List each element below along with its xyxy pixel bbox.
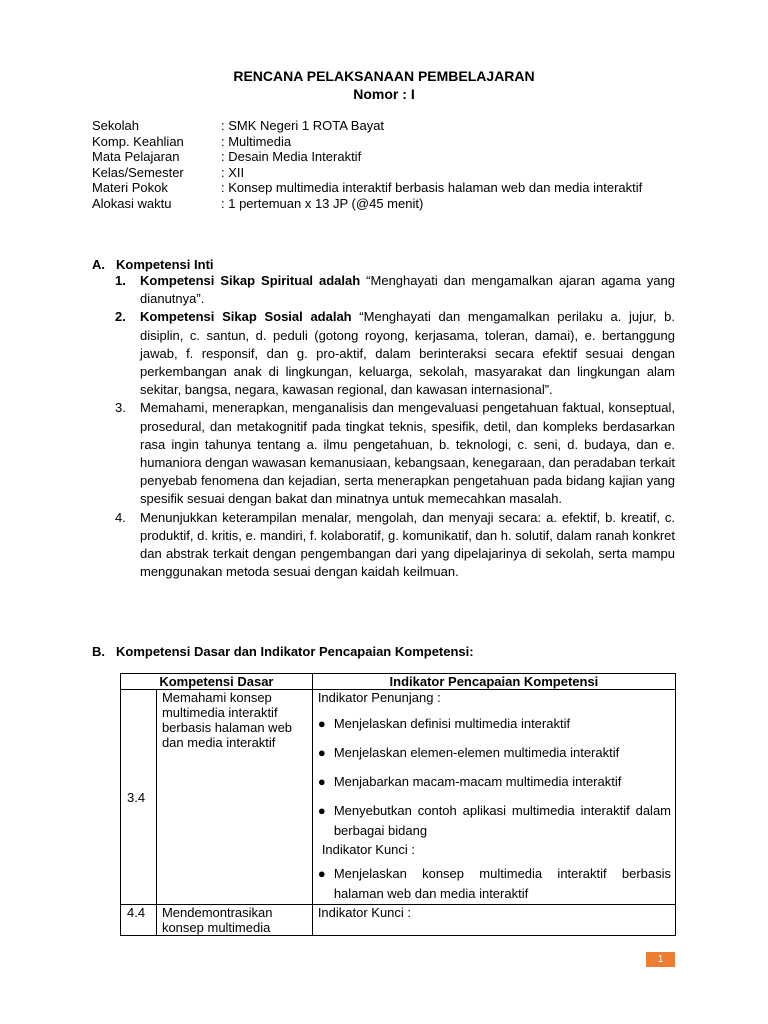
indicator-supporting-label: Indikator Penunjang : <box>317 690 441 705</box>
document-number: Nomor : I <box>353 86 415 102</box>
list-item <box>318 772 675 792</box>
info-row <box>92 149 669 165</box>
list-item <box>318 864 675 904</box>
section-title: Kompetensi Inti <box>116 257 214 272</box>
info-value: : SMK Negeri 1 ROTA Bayat <box>221 118 385 133</box>
table-header-row <box>121 674 676 690</box>
indicator-text: Menjelaskan konsep multimedia interaktif berbasis halaman web dan media interaktif <box>333 866 671 901</box>
bullet-icon: ● <box>317 803 326 818</box>
item-number: 4. <box>115 509 126 525</box>
bullet-icon: ● <box>317 716 326 731</box>
info-label: Sekolah <box>92 118 139 133</box>
info-value: : XII <box>221 164 245 180</box>
info-value: : Konsep multimedia interaktif berbasis halaman web dan media interaktif <box>221 180 643 195</box>
indicator-text: Menjelaskan elemen-elemen multimedia interaktif <box>333 745 620 760</box>
indicator-text: Menjabarkan macam-macam multimedia interaktif <box>333 774 622 789</box>
info-label: Materi Pokok <box>92 180 168 195</box>
document-title: RENCANA PELAKSANAAN PEMBELAJARAN <box>233 68 535 84</box>
info-row <box>92 165 669 181</box>
bullet-icon: ● <box>317 866 326 881</box>
info-label: Komp. Keahlian <box>92 133 184 149</box>
info-label: Mata Pelajaran <box>92 149 180 164</box>
bullet-icon: ● <box>317 745 326 760</box>
info-value: : 1 pertemuan x 13 JP (@45 menit) <box>221 195 424 211</box>
bullet-icon: ● <box>317 774 326 789</box>
table-row <box>121 690 676 905</box>
table-header: Indikator Pencapaian Kompetensi <box>312 674 675 690</box>
item-text: “Menghayati dan mengamalkan ajaran agama yang dianutnya”. <box>140 273 675 307</box>
info-value: : Multimedia <box>221 133 292 149</box>
table-row <box>121 905 676 936</box>
item-number: 1. <box>115 273 126 288</box>
info-value: : Desain Media Interaktif <box>221 149 362 164</box>
list-item <box>115 399 675 508</box>
indicator-text: Menyebutkan contoh aplikasi multimedia interaktif dalam berbagai bidang <box>333 803 671 838</box>
item-text: Menunjukkan keterampilan menalar, mengolah, dan menyaji secara: a. efektif, b. kreatif, c. produktif, d. kritis, e. mandiri, f. kolaboratif, g. komunikatif, dan h. solutif, dalam ranah konkret dan abstrak terkait dengan pengembangan dari yang dipelajarinya di sekolah, serta mampu menggunakan metoda sesuai dengan kaidah keilmuan. <box>140 509 675 580</box>
table-header: Kompetensi Dasar <box>121 674 313 690</box>
item-number: 3. <box>115 400 126 416</box>
list-item <box>318 743 675 763</box>
kd-number: 3.4 <box>121 690 157 905</box>
item-text: “Menghayati dan mengamalkan perilaku a. jujur, b. disiplin, c. santun, d. peduli (gotong royong, kerjasama, toleran, damai), e. bertanggung jawab, f. responsif, dan g. pro-aktif, dalam berinteraksi secara efektif sesuai dengan perkembangan anak di lingkungan, keluarga, sekolah, masyarakat dan lingkungan alam sekitar, bangsa, negara, kawasan regional, dan kawasan internasional”. <box>140 309 675 398</box>
section-letter: B. <box>92 644 105 659</box>
list-item <box>115 308 675 399</box>
info-row <box>92 196 669 212</box>
list-item <box>318 801 675 841</box>
item-bold-text: Kompetensi Sikap Spiritual adalah <box>140 273 361 288</box>
item-number: 2. <box>115 309 126 325</box>
kd-description: Mendemontrasikan konsep multimedia <box>156 905 312 936</box>
kompetensi-inti-list <box>115 272 675 581</box>
info-block <box>92 118 669 211</box>
list-item <box>115 272 675 308</box>
competency-table <box>120 673 676 936</box>
kd-description: Memahami konsep multimedia interaktif berbasis halaman web dan media interaktif <box>156 690 312 905</box>
indicator-cell <box>312 690 675 905</box>
kd-number: 4.4 <box>121 905 157 936</box>
list-item <box>115 509 675 582</box>
item-text: Memahami, menerapkan, menganalisis dan mengevaluasi pengetahuan faktual, konseptual, prosedural, dan metakognitif pada tingkat teknis, spesifik, detil, dan kompleks berdasarkan rasa ingin tahunya tentang a. ilmu pengetahuan, b. teknologi, c. seni, d. budaya, dan e. humaniora dengan wawasan kemanusiaan, kebangsaan, kenegaraan, dan peradaban terkait penyebab fenomena dan kejadian, serta menerapkan pengetahuan pada bidang kajian yang spesifik sesuai dengan bakat dan minatnya untuk memecahkan masalah. <box>140 400 675 507</box>
info-row <box>92 118 669 134</box>
info-row <box>92 180 669 196</box>
info-label: Kelas/Semester <box>92 164 184 180</box>
item-bold-text: Kompetensi Sikap Sosial adalah <box>140 309 352 325</box>
indicator-key-label: Indikator Kunci : <box>312 905 675 936</box>
info-label: Alokasi waktu <box>92 195 172 211</box>
indicator-key-label: Indikator Kunci : <box>321 842 416 857</box>
list-item <box>318 714 675 734</box>
indicator-text: Menjelaskan definisi multimedia interaktif <box>333 716 571 731</box>
info-row <box>92 134 669 150</box>
page-number-badge: 1 <box>646 952 675 967</box>
section-letter: A. <box>92 257 105 272</box>
section-title: Kompetensi Dasar dan Indikator Pencapaian Kompetensi: <box>116 644 474 659</box>
